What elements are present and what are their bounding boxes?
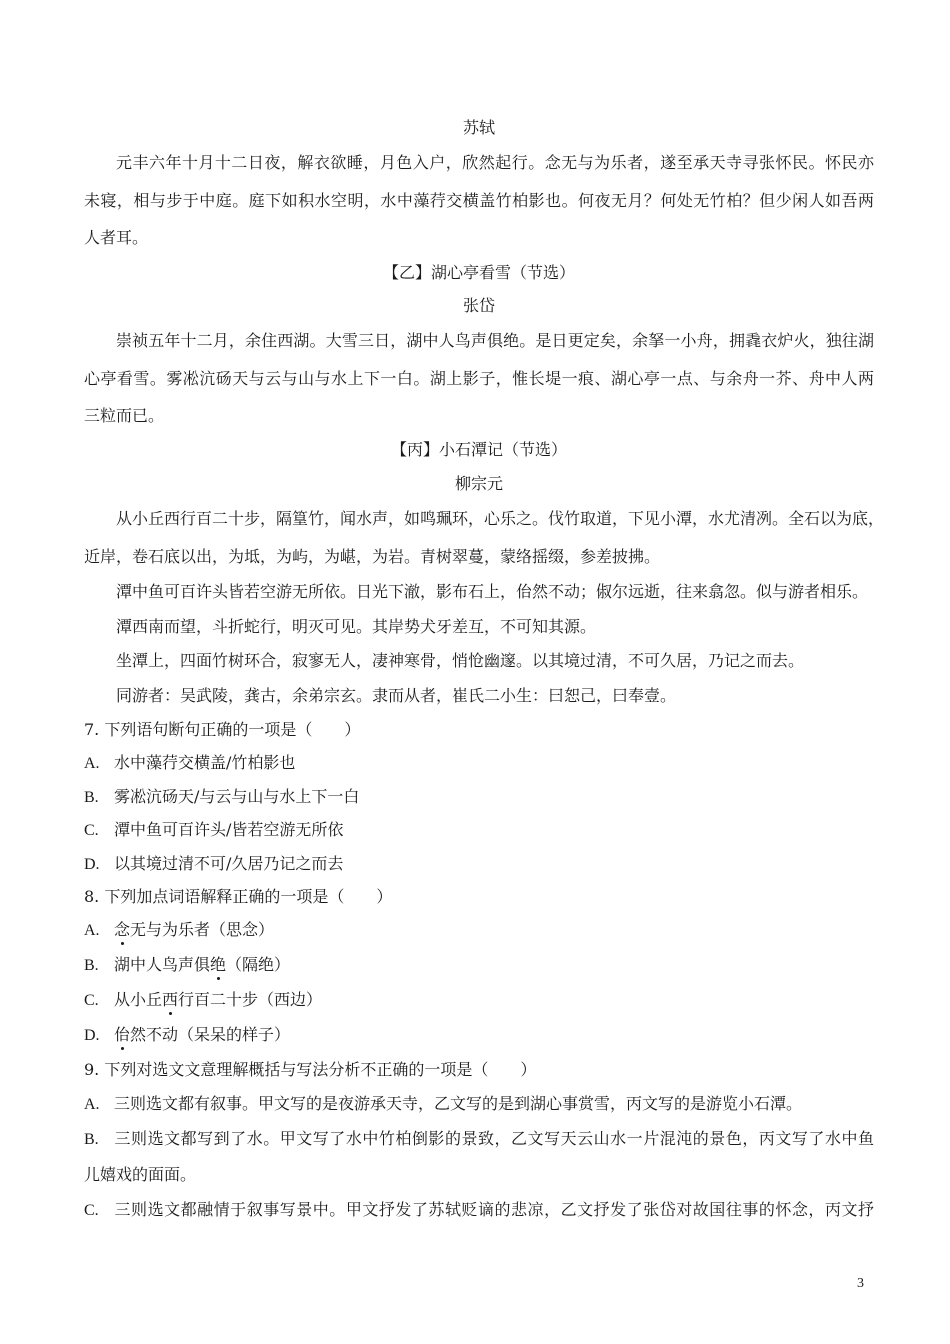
q7-option-c [84,820,874,841]
bing-line-5: 坐潭上，四面竹树环合，寂寥无人，凄神寒骨，悄怆幽邃。以其境过清，不可久居，乃记之而去。 [116,651,805,670]
option-text: 水中藻荇交横盖/竹柏影也 [114,753,296,772]
option-text: 潭中鱼可百许头/皆若空游无所依 [114,820,344,839]
option-label: A. [84,1096,100,1113]
option-text-post: （隔绝） [226,955,291,974]
bing-title: 【丙】小石潭记（节选） [390,440,567,459]
q9-option-b [84,1129,874,1150]
option-label: B. [84,957,99,974]
option-text-post: 无与为乐者（思念） [130,920,275,939]
option-text-pre: 从小丘 [114,990,163,1009]
bing-line-2: 近岸，卷石底以出，为坻，为屿，为嵁，为岩。青树翠蔓，蒙络摇缀，参差披拂。 [84,547,661,566]
dotted-word: 念 [114,920,131,939]
q7-option-d [84,854,874,875]
dotted-word: 绝 [210,955,227,974]
dotted-word: 佁 [114,1025,131,1044]
option-text-pre: 湖中人鸟声俱 [114,955,211,974]
yi-title: 【乙】湖心亭看雪（节选） [382,263,575,282]
bing-line-3: 潭中鱼可百许头皆若空游无所依。日光下澈，影布石上，佁然不动；俶尔远逝，往来翕忽。似与游者相乐。 [116,582,869,601]
bing-line-1: 从小丘西行百二十步，隔篁竹，闻水声，如鸣珮环，心乐之。伐竹取道，下见小潭，水尤清冽。全石以为底， [116,509,885,528]
option-text: 雾凇沆砀天/与云与山与水上下一白 [114,787,360,806]
q8-option-b [84,955,874,976]
jia-line-1: 元丰六年十月十二日夜，解衣欲睡，月色入户，欣然起行。念无与为乐者，遂至承天寺寻张怀民。怀民亦 [116,153,874,172]
option-text: 三则选文都有叙事。甲文写的是夜游承天寺，乙文写的是到湖心事赏雪，丙文写的是游览小石潭。 [114,1094,803,1113]
bing-author: 柳宗元 [454,474,503,493]
yi-line-2: 心亭看雪。雾凇沆砀天与云与山与水上下一白。湖上影子，惟长堤一痕、湖心亭一点、与余舟一芥、舟中人两 [84,369,874,388]
option-label: B. [84,789,99,806]
option-text: 以其境过清不可/久居乃记之而去 [114,854,344,873]
option-label: A. [84,922,100,939]
jia-line-2: 未寝，相与步于中庭。庭下如积水空明，水中藻荇交横盖竹柏影也。何夜无月？何处无竹柏？但少闲人如吾两 [84,191,874,210]
option-text-post: 然不动（呆呆的样子） [130,1025,291,1044]
q9-stem: 9. 下列对选文文意理解概括与写法分析不正确的一项是（ ） [84,1060,537,1079]
q7-option-a [84,753,874,774]
q8-option-c [84,990,874,1011]
option-label: B. [84,1131,99,1148]
q8-option-d [84,1025,874,1046]
option-label: D. [84,856,100,873]
q8-option-a [84,920,874,941]
bing-line-6: 同游者：吴武陵，龚古，余弟宗玄。隶而从者，崔氏二小生：曰恕己，曰奉壹。 [116,686,677,705]
yi-author: 张岱 [462,296,495,315]
q9-option-c [84,1200,874,1221]
q9-option-b-cont: 儿嬉戏的面面。 [84,1165,197,1184]
q7-stem: 7. 下列语句断句正确的一项是（ ） [84,720,361,739]
yi-line-1: 崇祯五年十二月，余住西湖。大雪三日，湖中人鸟声俱绝。是日更定矣，余拏一小舟，拥毳衣炉火，独往湖 [116,331,874,350]
option-label: C. [84,992,99,1009]
q8-stem: 8. 下列加点词语解释正确的一项是（ ） [84,887,393,906]
option-label: D. [84,1027,100,1044]
q7-option-b [84,787,874,808]
option-label: A. [84,755,100,772]
jia-line-3: 人者耳。 [84,228,149,247]
page-number: 3 [857,1276,864,1291]
yi-line-3: 三粒而已。 [84,406,165,425]
dotted-word: 西 [162,990,179,1009]
option-text: 三则选文都写到了水。甲文写了水中竹柏倒影的景致，乙文写天云山水一片混沌的景色，丙文写了水中鱼 [114,1129,874,1148]
bing-line-4: 潭西南而望，斗折蛇行，明灭可见。其岸势犬牙差互，不可知其源。 [116,617,597,636]
option-label: C. [84,822,99,839]
option-text-post: 行百二十步（西边） [178,990,323,1009]
option-label: C. [84,1202,99,1219]
q9-option-a [84,1094,874,1115]
option-text: 三则选文都融情于叙事写景中。甲文抒发了苏轼贬谪的悲凉，乙文抒发了张岱对故国往事的怀念，丙文抒 [114,1200,874,1219]
jia-author: 苏轼 [462,118,495,137]
